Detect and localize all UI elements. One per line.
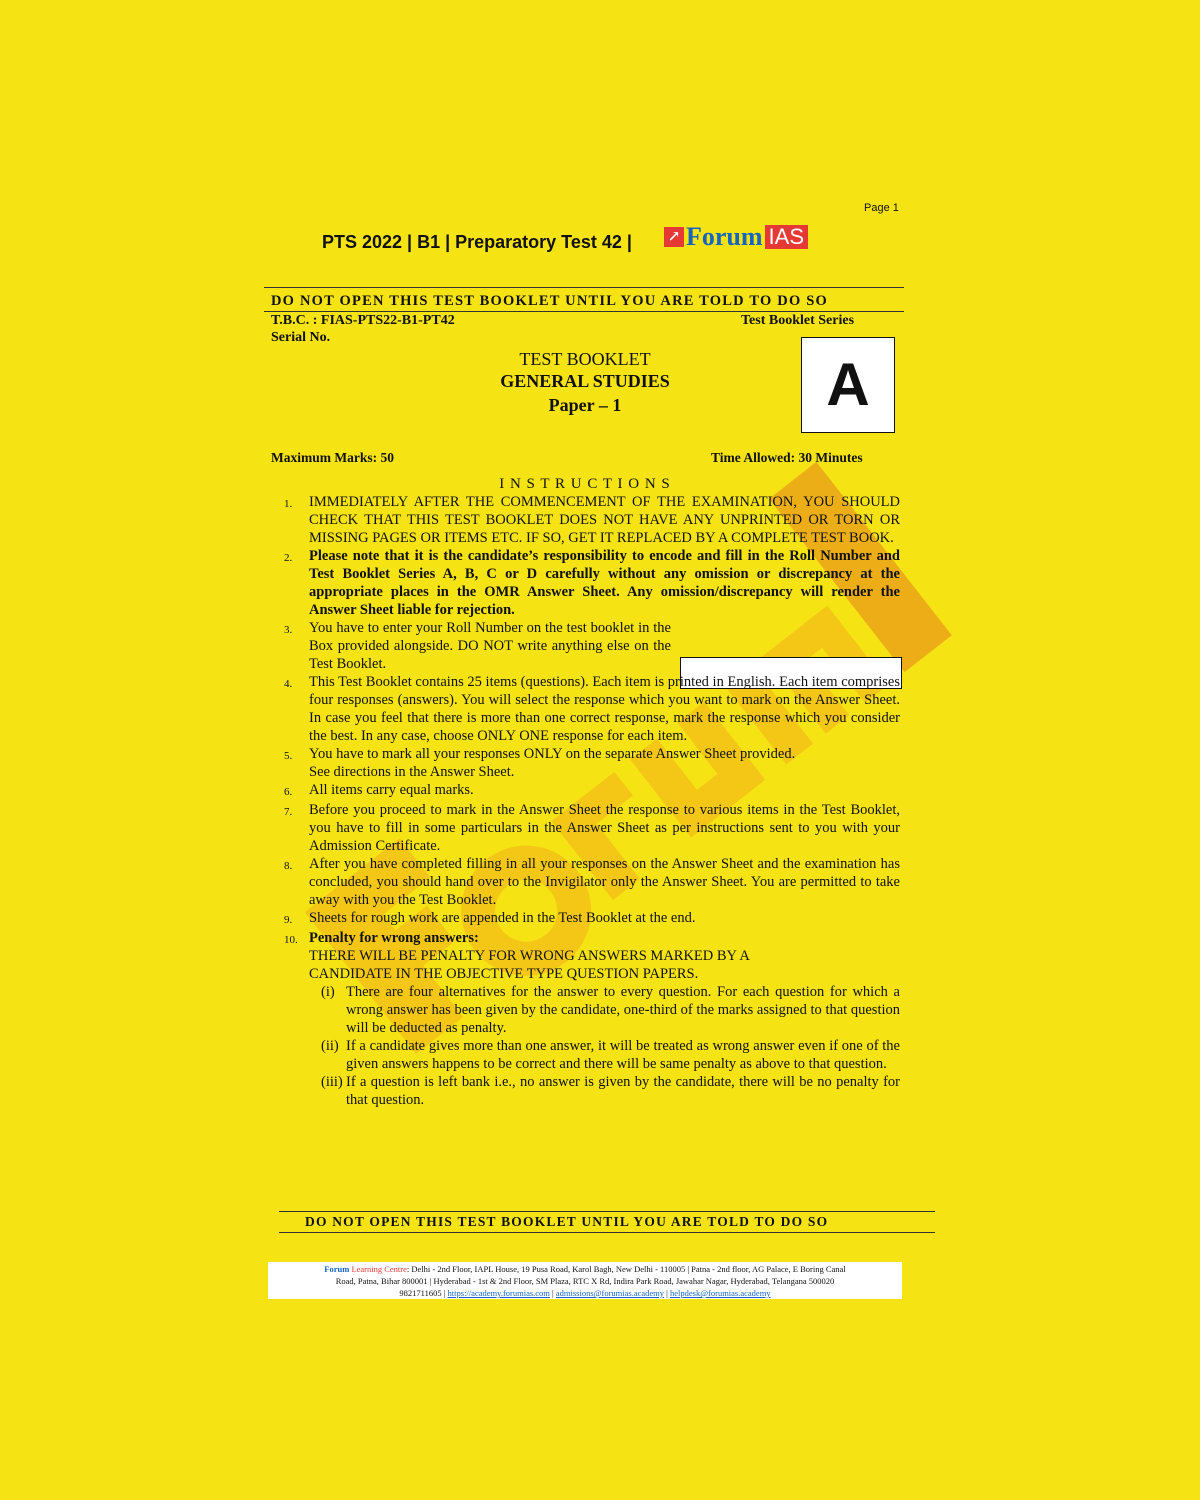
penalty-sub-item: (iii) If a question is left bank i.e., no answer is given by the candidate, there will be no penalty for that question.	[321, 1074, 900, 1108]
instructions-list	[280, 493, 900, 1109]
time-allowed: Time Allowed: 30 Minutes	[711, 450, 863, 465]
max-marks: Maximum Marks: 50	[271, 450, 394, 465]
series-letter: A	[826, 351, 870, 418]
admissions-email-link[interactable]: admissions@forumias.academy	[555, 1288, 665, 1298]
series-label: Test Booklet Series	[741, 313, 855, 328]
warning-top: DO NOT OPEN THIS TEST BOOKLET UNTIL YOU ARE TOLD TO DO SO	[271, 293, 829, 309]
tbc-code: T.B.C. : FIAS-PTS22-B1-PT42	[271, 313, 455, 328]
booklet-title: TEST BOOKLET	[519, 349, 651, 369]
divider	[279, 1232, 935, 1233]
instruction-item: 2. Please note that it is the candidate’s responsibility to encode and fill in the Roll Number and Test Booklet Series A, B, C or D carefully without any omission or discrepancy at the appropriate places in the OMR Answer Sheet. Any omission/discrepancy will render the Answer Sheet liable for rejection.	[284, 548, 900, 618]
instruction-item: 1. IMMEDIATELY AFTER THE COMMENCEMENT OF THE EXAMINATION, YOU SHOULD CHECK THAT THIS TEST BOOKLET DOES NOT HAVE ANY UNPRINTED OR TORN OR MISSING PAGES OR ITEMS ETC. IF SO, GET IT REPLACED BY A COMPLETE TEST BOOK.	[284, 494, 900, 546]
arrow-icon: ↗	[664, 227, 684, 247]
logo-forum-text: Forum	[686, 222, 763, 251]
penalty-sub-item: (ii) If a candidate gives more than one answer, it will be treated as wrong answer even if one of the given answers happens to be correct and there will be same penalty as above to that question.	[321, 1038, 900, 1072]
divider	[264, 311, 904, 312]
footer-address: Forum Learning Centre: Delhi - 2nd Floor, IAPL House, 19 Pusa Road, Karol Bagh, New Delhi - 110005 | Patna - 2nd floor, AG Palace, E Boring Canal Road, Patna, Bihar 800001 | Hyderabad - 1st & 2nd Floor, SM Plaza, RTC X Rd, Indira Park Road, Jawahar Nagar, Hyderabad, Telangana 500020 9821711605 | https://academy.forumias.com | admissions@forumias.academy | helpdesk@forumias.academy	[268, 1262, 902, 1299]
instruction-item: 4. This Test Booklet contains 25 items (questions). Each item is printed in English. Each item comprises four responses (answers). You will select the response which you want to mark on the Answer Sheet. In case you feel that there is more than one correct response, mark the response which you consider the best. In any case, choose ONLY ONE response for each item.	[284, 674, 900, 744]
instruction-item: 7. Before you proceed to mark in the Answer Sheet the response to various items in the Test Booklet, you have to fill in some particulars in the Answer Sheet as per instructions sent to you with your Admission Certificate.	[284, 802, 900, 854]
page-number: Page 1	[864, 202, 899, 214]
booklet-paper: Paper – 1	[548, 395, 622, 415]
instruction-item: 8. After you have completed filling in all your responses on the Answer Sheet and the examination has concluded, you should hand over to the Invigilator only the Answer Sheet. You are permitted to take away with you the Test Booklet.	[284, 856, 900, 908]
instruction-item: 5. You have to mark all your responses ONLY on the separate Answer Sheet provided. See directions in the Answer Sheet.	[284, 746, 796, 780]
serial-no-label: Serial No.	[271, 330, 331, 345]
instruction-item: 10. Penalty for wrong answers: THERE WILL BE PENALTY FOR WRONG ANSWERS MARKED BY A CANDIDATE IN THE OBJECTIVE TYPE QUESTION PAPERS.	[284, 930, 749, 982]
warning-bottom: DO NOT OPEN THIS TEST BOOKLET UNTIL YOU ARE TOLD TO DO SO	[305, 1214, 829, 1229]
instruction-item: 6. All items carry equal marks.	[284, 782, 474, 798]
logo-ias-text: IAS	[765, 225, 808, 249]
forumias-logo	[664, 222, 808, 251]
instructions-heading: I N S T R U C T I O N S	[499, 476, 671, 492]
instruction-item: 3. You have to enter your Roll Number on the test booklet in the Box provided alongside. DO NOT write anything else on the Test Booklet.	[284, 620, 671, 672]
helpdesk-email-link[interactable]: helpdesk@forumias.academy	[669, 1288, 771, 1298]
booklet-subject: GENERAL STUDIES	[500, 371, 670, 391]
divider	[279, 1211, 935, 1212]
penalty-sub-item: (i) There are four alternatives for the answer to every question. For each question for which a wrong answer has been given by the candidate, one-third of the marks assigned to that question will be deducted as penalty.	[321, 984, 900, 1036]
series-box	[801, 337, 895, 433]
instruction-item: 9. Sheets for rough work are appended in the Test Booklet at the end.	[284, 910, 696, 926]
website-link[interactable]: https://academy.forumias.com	[447, 1288, 550, 1298]
test-header-title: PTS 2022 | B1 | Preparatory Test 42 |	[322, 232, 632, 252]
divider	[264, 287, 904, 288]
